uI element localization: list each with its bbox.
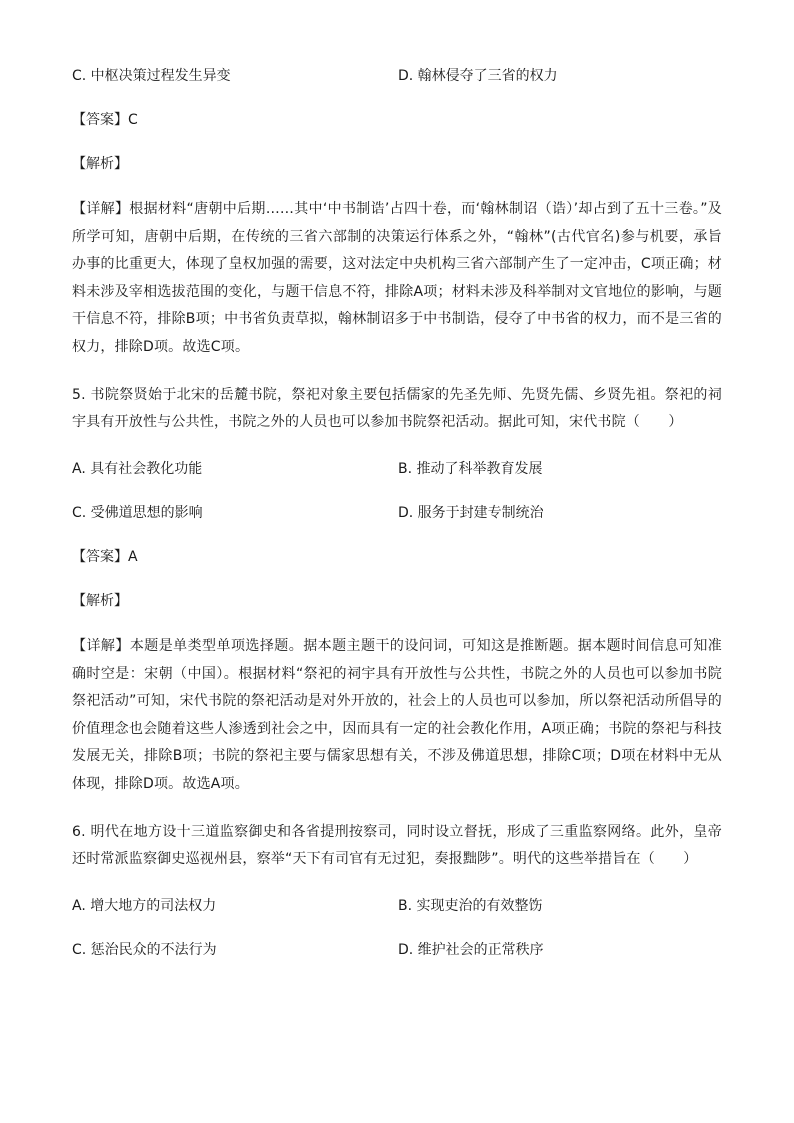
q4-analysis-heading: 【解析】 (72, 156, 128, 172)
q4-options-row-cd (72, 64, 722, 88)
q5-options-row-cd (72, 501, 722, 525)
q5-option-a: A. 具有社会教化功能 (72, 461, 203, 477)
q6-stem: 6. 明代在地方设十三道监察御史和各省提刑按察司，同时设立督抚，形成了三重监察网络。此外，皇帝还时常派监察御史巡视州县，察举“天下有司官有无过犯，奏报黜陟”。明代的这些举措旨在（ ） (72, 823, 722, 867)
q5-option-b: B. 推动了科举教育发展 (398, 461, 543, 477)
q5-stem: 5. 书院祭贤始于北宋的岳麓书院，祭祀对象主要包括儒家的先圣先师、先贤先儒、乡贤先祖。祭祀的祠宇具有开放性与公共性，书院之外的人员也可以参加书院祭祀活动。据此可知，宋代书院（ ） (72, 386, 722, 430)
q6-option-c: C. 惩治民众的不法行为 (72, 942, 217, 958)
q5-option-d: D. 服务于封建专制统治 (398, 505, 544, 521)
q4-answer (72, 108, 722, 132)
document-page (72, 64, 722, 962)
q4-option-c: C. 中枢决策过程发生异变 (72, 68, 231, 84)
q6-option-d: D. 维护社会的正常秩序 (398, 942, 544, 958)
q5-answer-value: A (128, 549, 138, 565)
q5-detail-text: 本题是单类型单项选择题。据本题主题干的设问词，可知这是推断题。据本题时间信息可知准确时空是：宋朝（中国）。根据材料“祭祀的祠宇具有开放性与公共性，书院之外的人员也可以参加书院祭祀活动”可知，宋代书院的祭祀活动是对外开放的，社会上的人员也可以参加，所以祭祀活动所倡导的价值理念也会随着这些人渗透到社会之中，因而具有一定的社会教化作用，A项正确；书院的祭祀与科技发展无关，排除B项；书院的祭祀主要与儒家思想有关，不涉及佛道思想，排除C项；D项在材料中无从体现，排除D项。故选A项。 (72, 638, 722, 792)
q6-option-a: A. 增大地方的司法权力 (72, 898, 217, 914)
q5-detail (72, 633, 722, 798)
q5-option-c: C. 受佛道思想的影响 (72, 505, 203, 521)
q6-option-b: B. 实现吏治的有效整饬 (398, 898, 543, 914)
q5-answer-tag: 【答案】 (72, 549, 128, 565)
q4-detail-tag: 【详解】 (72, 201, 130, 217)
q4-option-d: D. 翰林侵夺了三省的权力 (398, 68, 558, 84)
q5-answer (72, 545, 722, 569)
q6-options-row-ab (72, 894, 722, 918)
q4-answer-tag: 【答案】 (72, 112, 128, 128)
q4-detail (72, 196, 722, 361)
q5-options-row-ab (72, 457, 722, 481)
q5-analysis-heading: 【解析】 (72, 593, 128, 609)
q5-detail-tag: 【详解】 (72, 638, 130, 654)
q6-options-row-cd (72, 938, 722, 962)
q4-answer-value: C (128, 112, 138, 128)
q4-detail-text: 根据材料“唐朝中后期……其中‘中书制诰’占四十卷，而‘翰林制诏（诰）’却占到了五十三卷。”及所学可知，唐朝中后期，在传统的三省六部制的决策运行体系之外，“翰林”(古代官名)参与机要，承旨办事的比重更大，体现了皇权加强的需要，这对法定中央机构三省六部制产生了一定冲击，C项正确；材料未涉及宰相选拔范围的变化，与题干信息不符，排除A项；材料未涉及科举制对文官地位的影响，与题干信息不符，排除B项；中书省负责草拟，翰林制诏多于中书制诰，侵夺了中书省的权力，而不是三省的权力，排除D项。故选C项。 (72, 201, 722, 355)
